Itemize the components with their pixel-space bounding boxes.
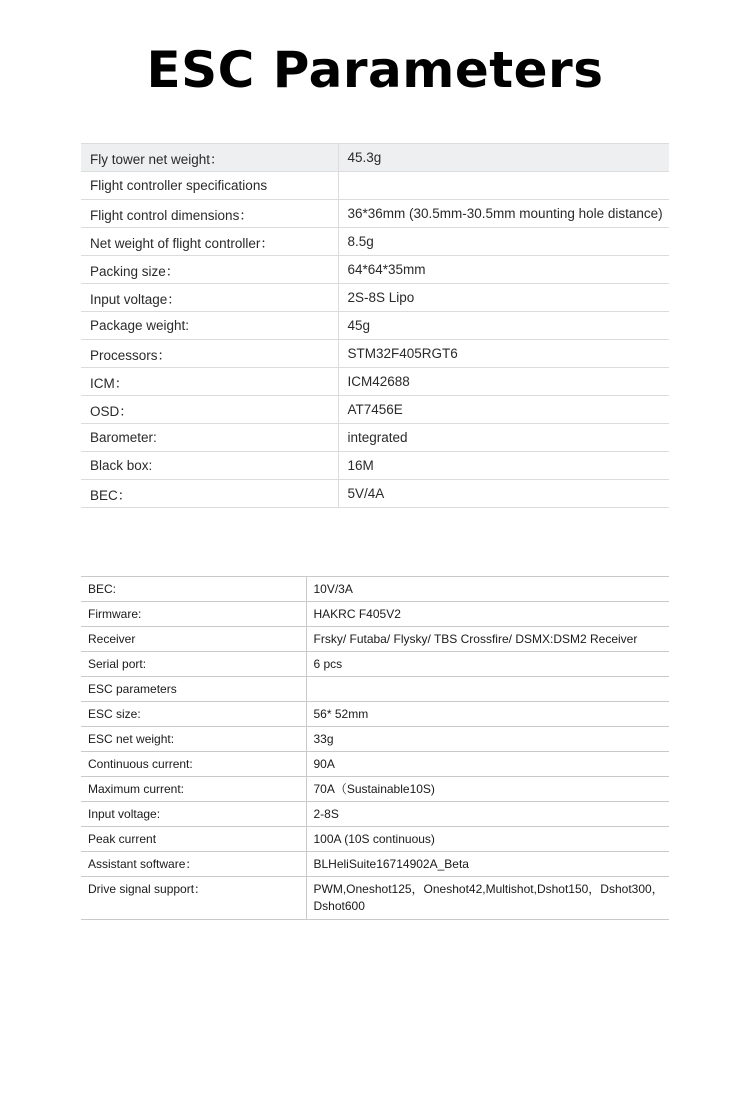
spec-value: 70A（Sustainable10S) <box>306 777 669 802</box>
table-row <box>81 340 669 368</box>
spec-label: BEC： <box>81 480 338 508</box>
table-row <box>81 652 669 677</box>
spec-label: Drive signal support： <box>81 877 306 920</box>
spec-label: Package weight: <box>81 312 338 340</box>
table-row <box>81 424 669 452</box>
table-row <box>81 577 669 602</box>
spec-label: Net weight of flight controller： <box>81 228 338 256</box>
spec-value: 36*36mm (30.5mm-30.5mm mounting hole distance) <box>338 200 669 228</box>
table-row <box>81 727 669 752</box>
spec-label: Assistant software： <box>81 852 306 877</box>
table-row <box>81 677 669 702</box>
table-row <box>81 752 669 777</box>
flight-controller-spec-table <box>81 143 669 508</box>
table-row <box>81 452 669 480</box>
spec-label: Barometer: <box>81 424 338 452</box>
table-row <box>81 256 669 284</box>
spec-value: 2S-8S Lipo <box>338 284 669 312</box>
table-row <box>81 777 669 802</box>
table-row <box>81 602 669 627</box>
spec-label: ICM： <box>81 368 338 396</box>
spec-value: 8.5g <box>338 228 669 256</box>
spec-value: 5V/4A <box>338 480 669 508</box>
spec-label: Maximum current: <box>81 777 306 802</box>
spec-label: Serial port: <box>81 652 306 677</box>
spec-label: Receiver <box>81 627 306 652</box>
page-title: ESC Parameters <box>146 41 604 99</box>
table-row <box>81 802 669 827</box>
spec-label: BEC: <box>81 577 306 602</box>
table-row <box>81 284 669 312</box>
spec-label: Firmware: <box>81 602 306 627</box>
spec-label: Processors： <box>81 340 338 368</box>
spec-label: Peak current <box>81 827 306 852</box>
spec-label: Flight control dimensions： <box>81 200 338 228</box>
spec-value: 64*64*35mm <box>338 256 669 284</box>
spec-label: Continuous current: <box>81 752 306 777</box>
spec-label: ESC net weight: <box>81 727 306 752</box>
spec-value: PWM,Oneshot125，Oneshot42,Multishot,Dshot150，Dshot300，Dshot600 <box>306 877 669 920</box>
table-row <box>81 702 669 727</box>
table-row <box>81 480 669 508</box>
spec-value: 33g <box>306 727 669 752</box>
table-row <box>81 877 669 920</box>
spec-label: Flight controller specifications <box>81 172 338 200</box>
table-row <box>81 228 669 256</box>
spec-value: 16M <box>338 452 669 480</box>
table-row <box>81 172 669 200</box>
spec-value: Frsky/ Futaba/ Flysky/ TBS Crossfire/ DSMX:DSM2 Receiver <box>306 627 669 652</box>
spec-value: HAKRC F405V2 <box>306 602 669 627</box>
spec-value: ICM42688 <box>338 368 669 396</box>
spec-value: 2-8S <box>306 802 669 827</box>
spec-value: integrated <box>338 424 669 452</box>
table-row <box>81 312 669 340</box>
esc-spec-table <box>81 576 669 920</box>
table-row <box>81 852 669 877</box>
spec-label: Packing size： <box>81 256 338 284</box>
spec-value <box>338 172 669 200</box>
spec-value: 6 pcs <box>306 652 669 677</box>
table-row <box>81 627 669 652</box>
table-row <box>81 827 669 852</box>
spec-label: ESC size: <box>81 702 306 727</box>
spec-value: 45.3g <box>338 144 669 172</box>
spec-label: Input voltage： <box>81 284 338 312</box>
spec-value: 56* 52mm <box>306 702 669 727</box>
spec-value: 90A <box>306 752 669 777</box>
table-row <box>81 368 669 396</box>
spec-label: Fly tower net weight： <box>81 144 338 172</box>
spec-label: Black box: <box>81 452 338 480</box>
table-row <box>81 396 669 424</box>
spec-value: STM32F405RGT6 <box>338 340 669 368</box>
table-row <box>81 200 669 228</box>
spec-value: BLHeliSuite16714902A_Beta <box>306 852 669 877</box>
spec-value <box>306 677 669 702</box>
spec-value: AT7456E <box>338 396 669 424</box>
spec-value: 10V/3A <box>306 577 669 602</box>
spec-label: OSD： <box>81 396 338 424</box>
spec-value: 100A (10S continuous) <box>306 827 669 852</box>
spec-label: ESC parameters <box>81 677 306 702</box>
spec-value: 45g <box>338 312 669 340</box>
spec-label: Input voltage: <box>81 802 306 827</box>
table-row <box>81 144 669 172</box>
